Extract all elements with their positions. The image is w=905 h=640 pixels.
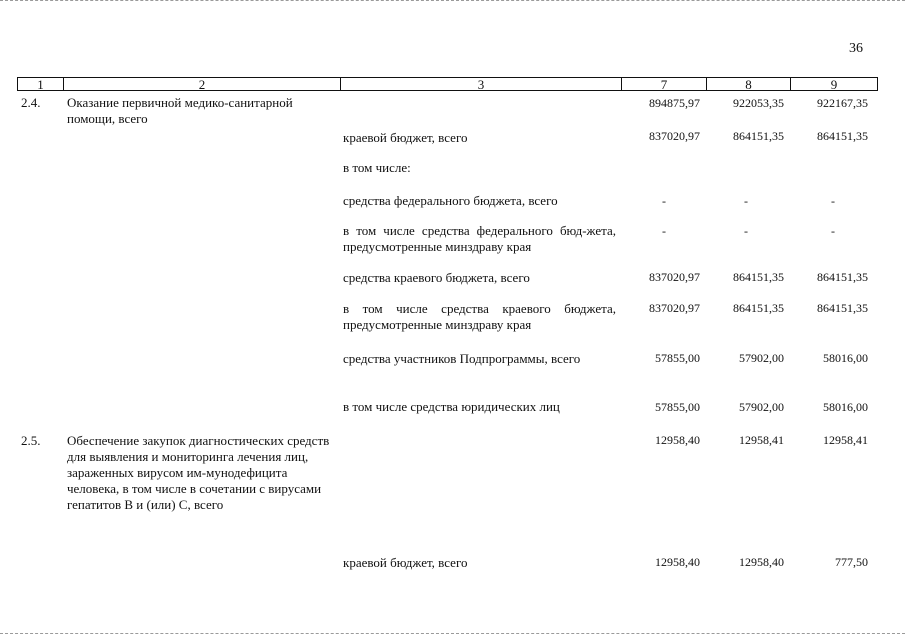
row-source: краевой бюджет, всего	[343, 555, 468, 570]
row-source: средства федерального бюджета, всего	[343, 193, 558, 208]
row-name: Оказание первичной медико-санитарной помощи, всего	[67, 95, 293, 126]
column-header-2: 2	[63, 77, 340, 91]
value-col-7: 837020,97	[649, 129, 700, 143]
row-source: средства краевого бюджета, всего	[343, 270, 530, 285]
value-col-9: 58016,00	[823, 351, 868, 365]
value-col-9: 864151,35	[817, 270, 868, 284]
value-col-7: 12958,40	[655, 433, 700, 447]
page-number: 36	[849, 41, 863, 56]
value-col-8: 57902,00	[739, 400, 784, 414]
row-number: 2.5.	[21, 433, 41, 448]
value-col-9: 777,50	[835, 555, 868, 569]
value-col-9: 922167,35	[817, 96, 868, 110]
scan-edge-top	[0, 0, 905, 6]
column-header-7: 7	[621, 77, 706, 91]
value-col-9: 58016,00	[823, 400, 868, 414]
value-col-7: 57855,00	[655, 400, 700, 414]
row-source: в том числе средства юридических лиц	[343, 399, 560, 414]
value-col-8: -	[744, 194, 748, 208]
value-col-7: -	[662, 194, 666, 208]
column-header-8: 8	[706, 77, 790, 91]
value-col-9: 864151,35	[817, 129, 868, 143]
row-source: в том числе средства краевого бюджета, предусмотренные минздраву края	[343, 301, 616, 332]
row-source: краевой бюджет, всего	[343, 130, 468, 145]
value-col-8: 57902,00	[739, 351, 784, 365]
row-name: Обеспечение закупок диагностических средств для выявления и мониторинга лечения лиц, зараженных вирусом им-мунодефицита человека, в том числе в сочетании с вирусами гепатитов В и (или) С, всего	[67, 433, 330, 512]
column-header-9: 9	[790, 77, 878, 91]
value-col-8: 12958,40	[739, 555, 784, 569]
value-col-9: -	[831, 194, 835, 208]
value-col-7: 837020,97	[649, 301, 700, 315]
value-col-7: 837020,97	[649, 270, 700, 284]
value-col-9: -	[831, 224, 835, 238]
row-number: 2.4.	[21, 95, 41, 110]
value-col-8: 12958,41	[739, 433, 784, 447]
value-col-9: 864151,35	[817, 301, 868, 315]
value-col-8: 864151,35	[733, 270, 784, 284]
value-col-9: 12958,41	[823, 433, 868, 447]
value-col-7: 894875,97	[649, 96, 700, 110]
row-source: средства участников Подпрограммы, всего	[343, 351, 581, 366]
scan-edge-bottom	[0, 633, 905, 637]
value-col-7: 57855,00	[655, 351, 700, 365]
value-col-8: 922053,35	[733, 96, 784, 110]
value-col-8: 864151,35	[733, 301, 784, 315]
row-source: в том числе средства федерального бюд-жета, предусмотренные минздраву края	[343, 223, 616, 254]
row-source: в том числе:	[343, 160, 411, 175]
column-header-3: 3	[340, 77, 621, 91]
value-col-8: -	[744, 224, 748, 238]
column-header-1: 1	[17, 77, 63, 91]
value-col-7: -	[662, 224, 666, 238]
value-col-8: 864151,35	[733, 129, 784, 143]
value-col-7: 12958,40	[655, 555, 700, 569]
